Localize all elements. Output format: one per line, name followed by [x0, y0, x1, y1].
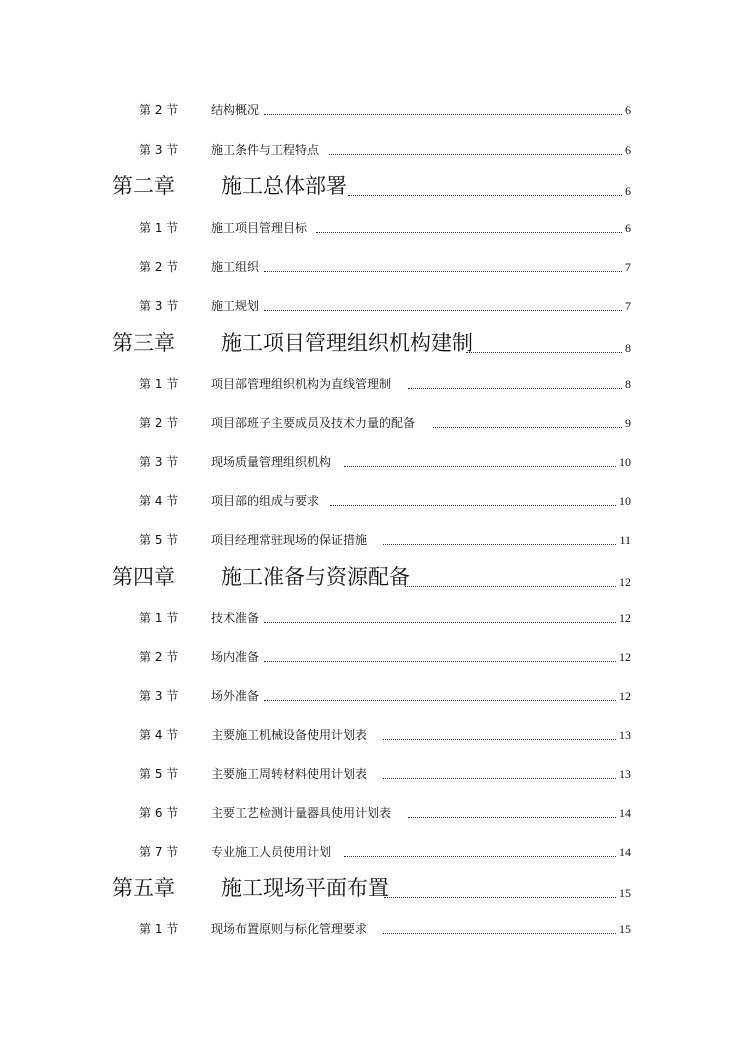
toc-entry-page: 6: [625, 221, 631, 235]
toc-entry-title: 场内准备: [211, 650, 260, 664]
dot-leader: [383, 933, 616, 934]
toc-entry-number: 第 2 节: [139, 103, 179, 117]
toc-entry-number: 第 1 节: [139, 922, 179, 936]
dot-leader: [383, 544, 616, 545]
dot-leader: [433, 427, 622, 428]
dot-leader: [264, 622, 616, 623]
toc-entry-title: 施工项目管理目标: [211, 221, 308, 235]
toc-chapter[interactable]: [0, 172, 744, 200]
toc-entry-page: 13: [619, 767, 631, 781]
toc-entry-page: 9: [625, 416, 631, 430]
toc-entry-title: 项目经理常驻现场的保证措施: [211, 533, 368, 547]
dot-leader: [330, 505, 616, 506]
toc-entry-page: 10: [619, 494, 631, 508]
toc-entry-title: 专业施工人员使用计划: [211, 845, 332, 859]
dot-leader: [383, 739, 616, 740]
toc-entry-page: 14: [619, 845, 631, 859]
toc-entry[interactable]: [0, 296, 744, 314]
dot-leader: [264, 271, 622, 272]
toc-entry-number: 第 3 节: [139, 455, 179, 469]
toc-entry-page: 12: [619, 689, 631, 703]
dot-leader: [408, 817, 616, 818]
dot-leader: [405, 586, 616, 587]
toc-entry[interactable]: [0, 803, 744, 821]
toc-chapter-title: 施工总体部署: [221, 174, 347, 198]
toc-entry-page: 7: [625, 260, 631, 274]
toc-entry-page: 11: [619, 533, 631, 547]
toc-entry-title: 主要施工机械设备使用计划表: [211, 728, 368, 742]
dot-leader: [344, 856, 616, 857]
toc-entry-title: 现场布置原则与标化管理要求: [211, 922, 368, 936]
dot-leader: [344, 466, 616, 467]
toc-entry-number: 第 4 节: [139, 494, 179, 508]
toc-entry[interactable]: [0, 647, 744, 665]
toc-entry-page: 7: [625, 299, 631, 313]
toc-entry-page: 12: [619, 650, 631, 664]
toc-chapter-number: 第四章: [112, 565, 175, 589]
toc-entry-number: 第 3 节: [139, 143, 179, 157]
toc-entry-page: 6: [625, 103, 631, 117]
dot-leader: [264, 310, 622, 311]
toc-entry-title: 场外准备: [211, 689, 260, 703]
toc-entry[interactable]: [0, 140, 744, 158]
toc-chapter[interactable]: [0, 874, 744, 902]
toc-entry-page: 6: [625, 143, 631, 157]
toc-chapter[interactable]: [0, 329, 744, 357]
dot-leader: [264, 114, 622, 115]
toc-entry[interactable]: [0, 725, 744, 743]
dot-leader: [348, 195, 622, 196]
toc-entry-title: 现场质量管理组织机构: [211, 455, 332, 469]
toc-entry-title: 结构概况: [211, 103, 260, 117]
toc-entry-page: 13: [619, 728, 631, 742]
toc-entry-number: 第 6 节: [139, 806, 179, 820]
toc-entry[interactable]: [0, 491, 744, 509]
toc-entry-number: 第 1 节: [139, 377, 179, 391]
toc-entry-title: 施工条件与工程特点: [211, 143, 320, 157]
toc-entry-page: 10: [619, 455, 631, 469]
toc-entry[interactable]: [0, 764, 744, 782]
toc-entry[interactable]: [0, 100, 744, 118]
toc-entry-number: 第 2 节: [139, 650, 179, 664]
toc-entry-title: 施工规划: [211, 299, 260, 313]
toc-entry-number: 第 1 节: [139, 611, 179, 625]
toc-entry-number: 第 3 节: [139, 299, 179, 313]
toc-entry[interactable]: [0, 374, 744, 392]
dot-leader: [264, 700, 616, 701]
toc-entry[interactable]: [0, 257, 744, 275]
toc-chapter-number: 第五章: [112, 876, 175, 900]
toc-entry[interactable]: [0, 413, 744, 431]
toc-entry-title: 技术准备: [211, 611, 260, 625]
toc-entry-number: 第 7 节: [139, 845, 179, 859]
toc-entry-title: 施工组织: [211, 260, 260, 274]
dot-leader: [316, 232, 622, 233]
toc-chapter-number: 第二章: [112, 174, 175, 198]
toc-chapter-number: 第三章: [112, 331, 175, 355]
toc-entry-title: 主要工艺检测计量器具使用计划表: [211, 806, 392, 820]
toc-entry[interactable]: [0, 218, 744, 236]
toc-entry-number: 第 3 节: [139, 689, 179, 703]
toc-entry-title: 项目部的组成与要求: [211, 494, 320, 508]
toc-entry-page: 8: [625, 377, 631, 391]
toc-chapter-page: 6: [625, 184, 631, 198]
dot-leader: [264, 661, 616, 662]
dot-leader: [383, 778, 616, 779]
toc-entry-number: 第 4 节: [139, 728, 179, 742]
toc-chapter-title: 施工项目管理组织机构建制: [221, 331, 473, 355]
toc-entry-number: 第 2 节: [139, 260, 179, 274]
toc-chapter-page: 8: [625, 341, 631, 355]
dot-leader: [329, 154, 622, 155]
toc-entry[interactable]: [0, 919, 744, 937]
toc-entry-number: 第 2 节: [139, 416, 179, 430]
toc-entry-page: 12: [619, 611, 631, 625]
toc-entry[interactable]: [0, 686, 744, 704]
toc-entry-title: 项目部班子主要成员及技术力量的配备: [211, 416, 416, 430]
toc-entry-number: 第 1 节: [139, 221, 179, 235]
toc-entry-title: 主要施工周转材料使用计划表: [211, 767, 368, 781]
toc-entry[interactable]: [0, 842, 744, 860]
toc-entry[interactable]: [0, 608, 744, 626]
dot-leader: [466, 352, 622, 353]
toc-entry-page: 15: [619, 922, 631, 936]
toc-entry-title: 项目部管理组织机构为直线管理制: [211, 377, 392, 391]
toc-chapter[interactable]: [0, 563, 744, 591]
toc-entry-number: 第 5 节: [139, 533, 179, 547]
toc-chapter-title: 施工准备与资源配备: [221, 565, 410, 589]
toc-entry-number: 第 5 节: [139, 767, 179, 781]
toc-chapter-page: 12: [619, 575, 631, 589]
toc-entry[interactable]: [0, 452, 744, 470]
dot-leader: [384, 897, 616, 898]
toc-chapter-page: 15: [619, 886, 631, 900]
toc-entry-page: 14: [619, 806, 631, 820]
toc-chapter-title: 施工现场平面布置: [221, 876, 389, 900]
dot-leader: [408, 388, 622, 389]
toc-entry[interactable]: [0, 530, 744, 548]
